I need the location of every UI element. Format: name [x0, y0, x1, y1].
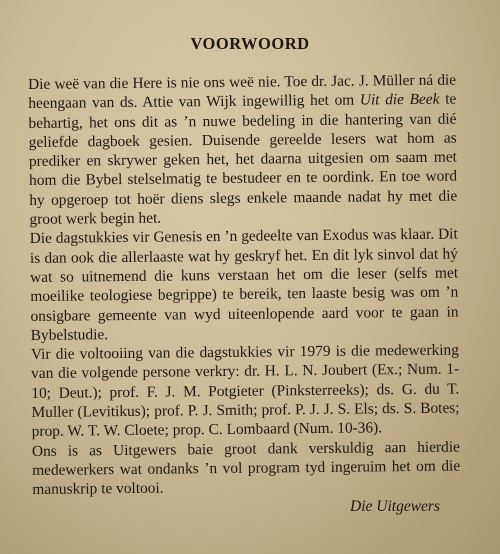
foreword-body — [28, 71, 460, 500]
paragraph-3: Vir die voltooiing van die dagstukkies vir 1979 is die medewerking van die volgende persone verkry: dr. H. L. N. Joubert (Ex.; Num. 1-10; Deut.); prof. F. J. M. Potgieter (Pinksterreeks); ds. G. du T. Muller (Levitikus); prof. P. J. Smith; prof. P. J. J. S. Els; ds. S. Botes; prop. W. T. W. Cloete; prop. C. Lombaard (Num. 10-36). — [30, 341, 460, 441]
paragraph-2: Die dagstukkies vir Genesis en ’n gedeelte van Exodus was klaar. Dit is dan ook die allerlaaste wat hy geskryf het. En dit lyk sinvol dat hý wat so uitnemend die kuns verstaan het om die leser (selfs met moeilike teologiese begrippe) te bereik, ten laaste besig was om ’n onsigbare gemeente van wyd uiteenlopende aard voor te gaan in Bybelstudie. — [29, 225, 459, 344]
paragraph-1: Die weë van die Here is nie ons weë nie. Toe dr. Jac. J. Müller ná die heengaan van ds. Attie van Wijk ingewillig het om Uit die Beek te behartig, het ons dit as ’n nuwe bedeling in die hantering van dié geliefde dagboek gesien. Duisende gereelde lesers wat hom as prediker en skrywer geken het, het daarna uitgesien om saam met hom die Bybel stelselmatig te bestudeer en te oordink. En toe word hy opgeroep tot hoër diens slegs enkele maande nadat hy met die groot werk begin het. — [28, 71, 458, 229]
signature: Die Uitgewers — [350, 498, 440, 515]
paragraph-4: Ons is as Uitgewers baie groot dank verskuldig aan hierdie medewerkers wat ondanks ’n vol program tyd ingeruim het om die manuskrip te voltooi. — [31, 438, 461, 499]
page-title: VOORWOORD — [190, 34, 310, 53]
book-title-text: Uit die Beek — [359, 90, 440, 109]
